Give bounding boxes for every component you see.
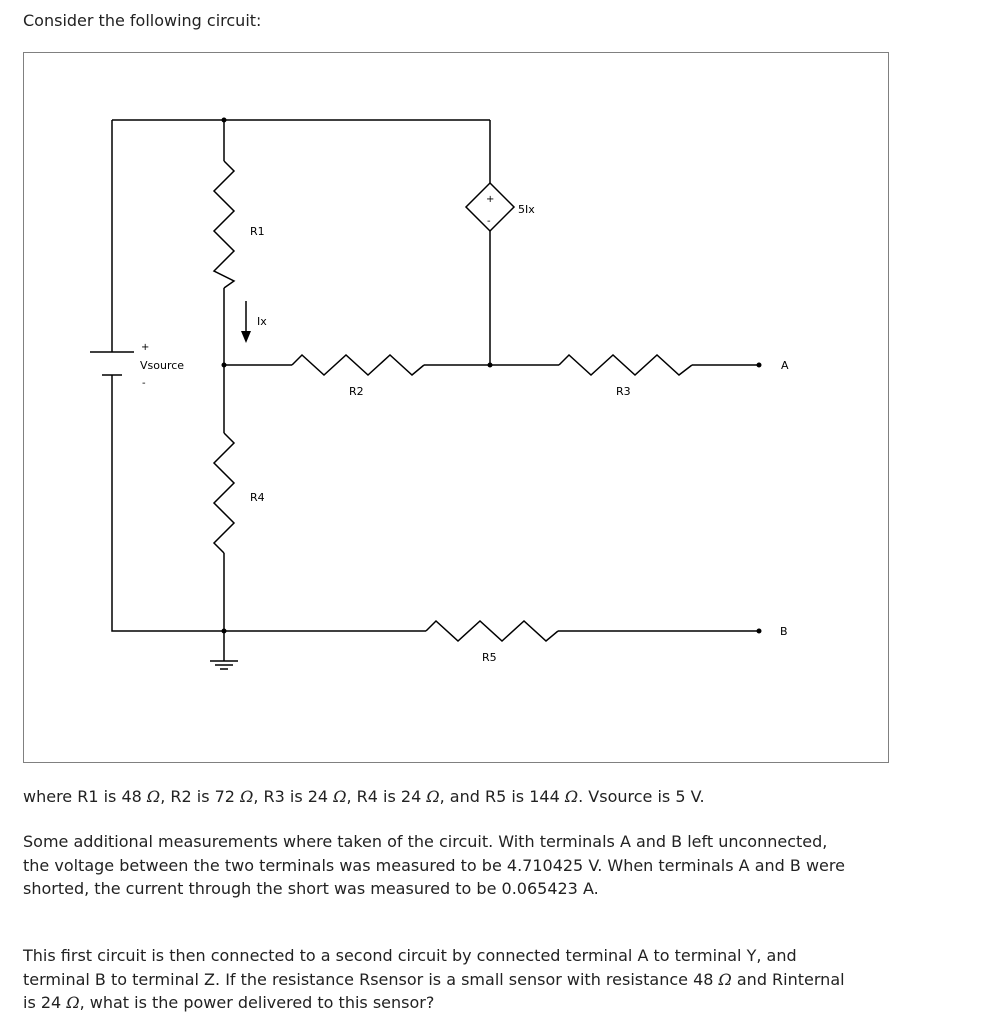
junction-middle-left <box>222 363 227 368</box>
dependent-source-label: 5Ix <box>518 203 535 216</box>
ohm-symbol: Ω <box>426 787 440 806</box>
dependent-source-minus: - <box>487 216 491 227</box>
terminal-b-label: B <box>780 625 788 638</box>
p3-text-1: This first circuit is then connected to a second circuit by connected terminal A to terminal Y, and terminal B to terminal Z. If the resistance Rsensor is a small sensor with resistance 48 <box>23 946 797 989</box>
wire-left-bottom <box>112 375 224 631</box>
junction-bottom <box>222 629 227 634</box>
r4-label: R4 <box>250 491 265 504</box>
p1-text-4: , R4 is 24 <box>346 787 427 806</box>
ground-icon <box>210 661 238 669</box>
resistor-r2 <box>292 355 424 375</box>
r2-label: R2 <box>349 385 364 398</box>
ix-arrow-head <box>241 331 251 343</box>
question-paragraph <box>23 944 853 1015</box>
vsource-label: Vsource <box>140 359 185 372</box>
circuit-diagram <box>23 52 889 763</box>
p1-text-2: , R2 is 72 <box>160 787 241 806</box>
terminal-a-dot <box>757 363 762 368</box>
ohm-symbol: Ω <box>240 787 254 806</box>
resistor-r5 <box>426 621 558 641</box>
terminal-b-dot <box>757 629 762 634</box>
junction-top <box>222 118 227 123</box>
r3-label: R3 <box>616 385 631 398</box>
p1-text-5: , and R5 is 144 <box>439 787 565 806</box>
p3-text-2: and Rinternal is 24 <box>23 969 845 1012</box>
p1-text-6: . Vsource is 5 V. <box>578 787 705 806</box>
terminal-a-label: A <box>781 359 789 372</box>
resistor-r4 <box>214 433 234 553</box>
r5-label: R5 <box>482 651 497 664</box>
ohm-symbol: Ω <box>718 969 732 989</box>
junction-middle-right <box>488 363 493 368</box>
ohm-symbol: Ω <box>333 787 347 806</box>
ohm-symbol: Ω <box>564 787 579 806</box>
r1-label: R1 <box>250 225 265 238</box>
intro-text: Consider the following circuit: <box>23 11 262 30</box>
p1-text-1: where R1 is 48 <box>23 787 147 806</box>
ix-label: Ix <box>257 315 267 328</box>
dependent-source-plus: + <box>486 194 495 205</box>
vsource-plus: + <box>141 342 150 353</box>
resistor-values-paragraph <box>23 785 853 809</box>
p3-text-3: , what is the power delivered to this sensor? <box>79 993 435 1012</box>
resistor-r3 <box>559 355 692 375</box>
ohm-symbol: Ω <box>146 787 161 806</box>
p1-text-3: , R3 is 24 <box>253 787 334 806</box>
measurements-paragraph: Some additional measurements where taken of the circuit. With terminals A and B left unconnected, the voltage between the two terminals was measured to be 4.710425 V. When terminals A and B were shorted, the current through the short was measured to be 0.065423 A. <box>23 832 845 898</box>
vsource-minus: - <box>142 378 146 389</box>
ohm-symbol: Ω <box>66 993 80 1012</box>
resistor-r1 <box>214 161 234 288</box>
circuit-svg <box>24 53 890 764</box>
